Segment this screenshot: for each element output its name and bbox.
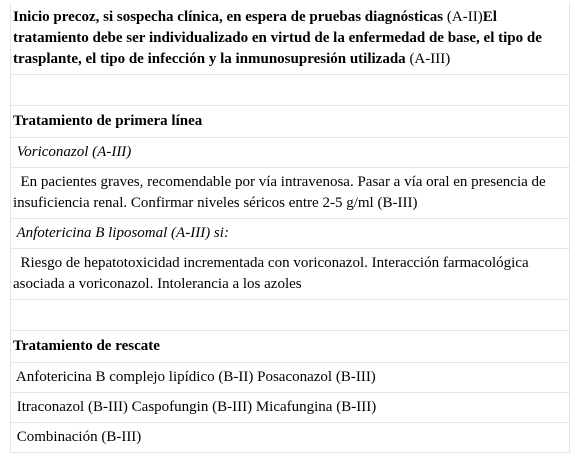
voriconazol-item: Voriconazol (A-III) <box>11 138 570 168</box>
rescue-heading: Tratamiento de rescate <box>11 331 570 363</box>
blank-cell <box>11 75 570 106</box>
table-row <box>11 138 570 168</box>
intro-line-bold: Inicio precoz, si sospecha clínica, en espera de pruebas diagnósticas <box>13 9 444 25</box>
anfotericina-liposomal-note: Riesgo de hepatotoxicidad incrementada con voriconazol. Interacción farmacológica asociada a voriconazol. Intolerancia a los azoles <box>11 249 570 300</box>
table-row <box>11 300 570 331</box>
table-row <box>11 423 570 453</box>
intro-line-ref: (A-II) <box>443 9 483 25</box>
table-row <box>11 363 570 393</box>
recommendations-table <box>10 3 570 453</box>
blank-cell <box>11 300 570 331</box>
table-row <box>11 75 570 106</box>
table-row <box>11 219 570 249</box>
intro-paragraph-ref: (A-III) <box>405 51 451 67</box>
table-row <box>11 331 570 363</box>
first-line-heading: Tratamiento de primera línea <box>11 106 570 138</box>
anfotericina-liposomal-item: Anfotericina B liposomal (A-III) si: <box>11 219 570 249</box>
table-row <box>11 249 570 300</box>
table-row <box>11 393 570 423</box>
intro-paragraph-bold: El tratamiento debe ser individualizado en virtud de la enfermedad de base, el tipo de trasplante, el tipo de infección y la inmunosupresión utilizada <box>13 9 542 67</box>
intro-cell <box>11 3 570 75</box>
voriconazol-note: En pacientes graves, recomendable por vía intravenosa. Pasar a vía oral en presencia de insuficiencia renal. Confirmar niveles séricos entre 2-5 g/ml (B-III) <box>11 168 570 219</box>
rescue-row-3: Combinación (B-III) <box>11 423 570 453</box>
rescue-row-1: Anfotericina B complejo lipídico (B-II) Posaconazol (B-III) <box>11 363 570 393</box>
table-row <box>11 106 570 138</box>
rescue-row-2: Itraconazol (B-III) Caspofungin (B-III) Micafungina (B-III) <box>11 393 570 423</box>
table-row <box>11 168 570 219</box>
table-row <box>11 3 570 75</box>
